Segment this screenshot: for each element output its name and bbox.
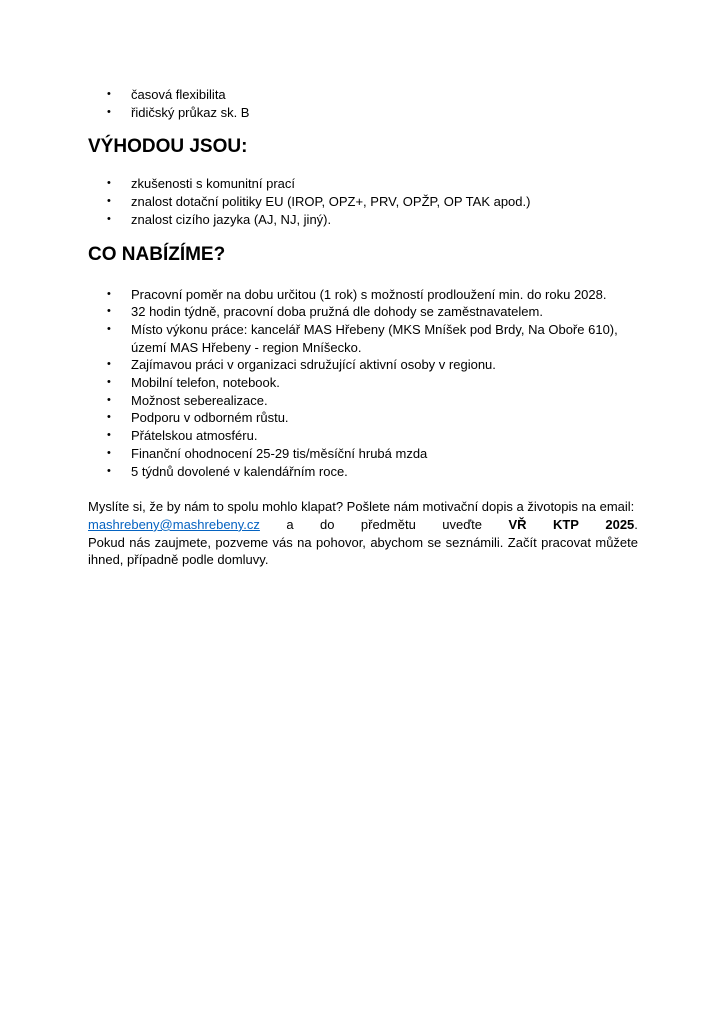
offer-heading: CO NABÍZÍME? bbox=[88, 243, 226, 265]
list-item: • zkušenosti s komunitní prací bbox=[107, 176, 296, 192]
bullet-icon: • bbox=[107, 105, 111, 118]
bullet-icon: • bbox=[107, 358, 111, 371]
list-item: • znalost dotační politiky EU (IROP, OPZ+, PRV, OPŽP, OP TAK apod.) bbox=[107, 194, 531, 210]
list-item: • řidičský průkaz sk. B bbox=[107, 104, 250, 120]
bullet-icon: • bbox=[107, 287, 111, 300]
bullet-icon: • bbox=[107, 429, 111, 442]
list-item: • znalost cizího jazyka (AJ, NJ, jiný). bbox=[107, 211, 332, 227]
advantages-list bbox=[88, 175, 638, 228]
closing-line-3: Pokud nás zaujmete, pozveme vás na pohovor, abychom se seznámili. Začít pracovat můžete ihned, případně podle domluvy. bbox=[88, 534, 638, 568]
closing-line-2 bbox=[88, 516, 638, 534]
bullet-icon: • bbox=[107, 446, 111, 459]
subject-code-part: KTP bbox=[552, 516, 579, 532]
list-item: • časová flexibilita bbox=[107, 87, 226, 102]
period: . bbox=[634, 516, 638, 532]
list-item: • Pracovní poměr na dobu určitou (1 rok) s možností prodloužení min. do roku 2028. bbox=[107, 286, 607, 302]
bullet-icon: • bbox=[107, 305, 111, 318]
document-page bbox=[88, 86, 638, 569]
subject-code-end bbox=[605, 516, 638, 534]
closing-word: uveďte bbox=[442, 516, 483, 532]
closing-word: a bbox=[286, 516, 294, 532]
list-item: • Podporu v odborném růstu. bbox=[107, 410, 289, 426]
bullet-icon: • bbox=[107, 464, 111, 477]
list-item: • 32 hodin týdně, pracovní doba pružná dle dohody se zaměstnavatelem. bbox=[107, 304, 543, 320]
closing-word: předmětu bbox=[360, 516, 416, 532]
list-item: • Finanční ohodnocení 25-29 tis/měsíční hrubá mzda bbox=[107, 445, 428, 461]
advantages-heading: VÝHODOU JSOU: bbox=[88, 136, 248, 158]
list-item: • Mobilní telefon, notebook. bbox=[107, 375, 280, 391]
bullet-icon: • bbox=[107, 411, 111, 424]
bullet-icon: • bbox=[107, 322, 111, 335]
offer-list bbox=[88, 286, 638, 481]
list-item: • 5 týdnů dovolené v kalendářním roce. bbox=[107, 463, 348, 479]
list-item: • Přátelskou atmosféru. bbox=[107, 428, 258, 444]
bullet-icon: • bbox=[107, 195, 111, 208]
closing-line-1: Myslíte si, že by nám to spolu mohlo klapat? Pošlete nám motivační dopis a životopis na email: bbox=[88, 499, 635, 515]
bullet-icon: • bbox=[107, 376, 111, 389]
list-item: • Zajímavou práci v organizaci sdružující aktivní osoby v regionu. bbox=[107, 357, 496, 373]
bullet-icon: • bbox=[107, 88, 111, 100]
closing-paragraph bbox=[88, 498, 638, 569]
bullet-icon: • bbox=[107, 177, 111, 190]
email-link[interactable]: mashrebeny@mashrebeny.cz bbox=[88, 516, 260, 532]
list-item: • Možnost seberealizace. bbox=[107, 392, 268, 408]
closing-word: do bbox=[320, 516, 335, 532]
subject-code-part: 2025 bbox=[605, 516, 635, 532]
requirements-list bbox=[88, 86, 638, 121]
list-item: • Místo výkonu práce: kancelář MAS Hřebeny (MKS Mníšek pod Brdy, Na Oboře 610), území MAS Hřebeny - region Mníšecko. bbox=[107, 321, 618, 355]
bullet-icon: • bbox=[107, 212, 111, 225]
bullet-icon: • bbox=[107, 393, 111, 406]
subject-code-part: VŘ bbox=[508, 516, 527, 532]
